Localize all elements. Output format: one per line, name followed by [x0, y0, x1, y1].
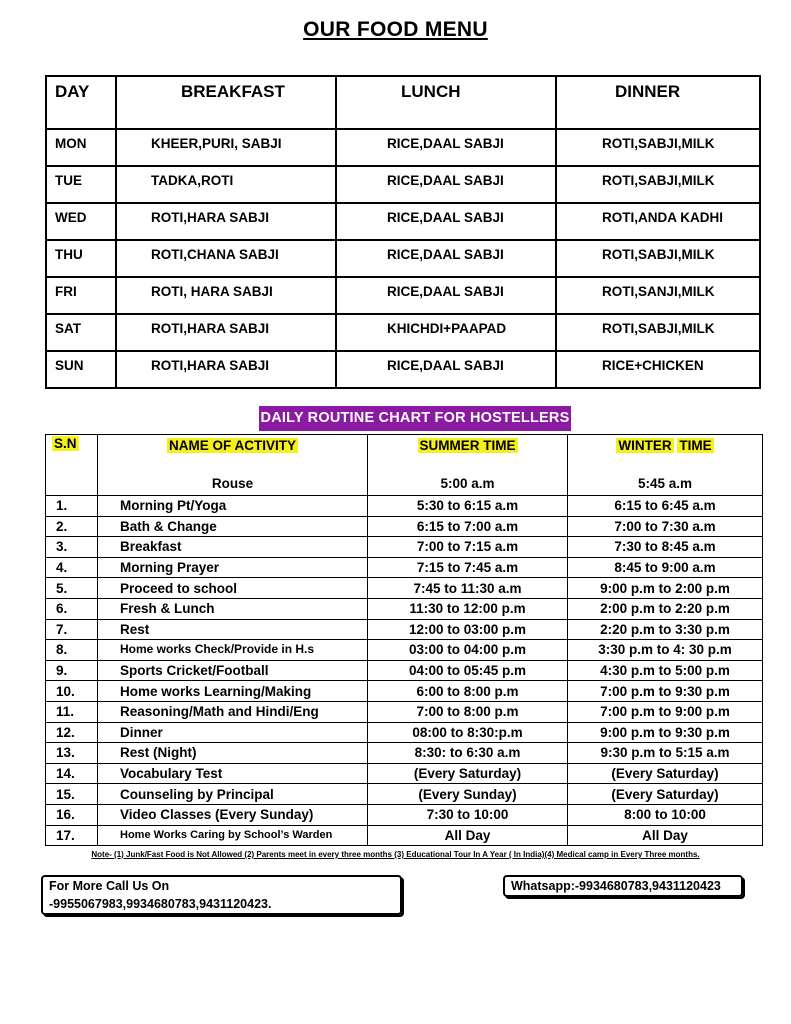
- routine-row: [46, 743, 763, 764]
- menu-breakfast-cell: KHEER,PURI, SABJI: [116, 129, 336, 166]
- routine-activity-cell: Home works Learning/Making: [98, 681, 368, 702]
- routine-summer-cell: 6:00 to 8:00 p.m: [368, 681, 568, 702]
- menu-day-cell: TUE: [46, 166, 116, 203]
- routine-title: DAILY ROUTINE CHART FOR HOSTELLERS: [259, 406, 571, 431]
- rouse-winter: 5:45 a.m: [637, 476, 693, 491]
- routine-sn-cell: 10.: [46, 681, 98, 702]
- routine-row: [46, 804, 763, 825]
- routine-activity-cell: Counseling by Principal: [98, 784, 368, 805]
- menu-header-dinner: DINNER: [556, 76, 760, 129]
- routine-sn-cell: 7.: [46, 619, 98, 640]
- menu-day-cell: WED: [46, 203, 116, 240]
- routine-sn-cell: 4.: [46, 557, 98, 578]
- menu-dinner-cell: ROTI,SABJI,MILK: [556, 314, 760, 351]
- routine-row: [46, 722, 763, 743]
- routine-activity-cell: Fresh & Lunch: [98, 598, 368, 619]
- winter-label-b: TIME: [679, 438, 712, 453]
- routine-activity-cell: Home Works Caring by School’s Warden: [98, 825, 368, 846]
- menu-lunch-cell: RICE,DAAL SABJI: [336, 203, 556, 240]
- menu-row: [46, 129, 760, 166]
- summer-label: SUMMER TIME: [419, 438, 516, 453]
- menu-row: [46, 203, 760, 240]
- routine-sn-cell: 16.: [46, 804, 98, 825]
- routine-summer-cell: 7:00 to 7:15 a.m: [368, 537, 568, 558]
- routine-summer-cell: 5:30 to 6:15 a.m: [368, 496, 568, 517]
- routine-row: [46, 516, 763, 537]
- routine-sn-cell: 14.: [46, 763, 98, 784]
- routine-winter-cell: 8:00 to 10:00: [568, 804, 763, 825]
- routine-summer-cell: 7:45 to 11:30 a.m: [368, 578, 568, 599]
- routine-row: [46, 660, 763, 681]
- routine-winter-cell: 7:00 p.m to 9:00 p.m: [568, 701, 763, 722]
- routine-header-winter: [568, 435, 763, 496]
- menu-day-cell: THU: [46, 240, 116, 277]
- routine-activity-cell: Reasoning/Math and Hindi/Eng: [98, 701, 368, 722]
- routine-summer-cell: 04:00 to 05:45 p.m: [368, 660, 568, 681]
- routine-sn-cell: 2.: [46, 516, 98, 537]
- routine-activity-cell: Bath & Change: [98, 516, 368, 537]
- routine-winter-cell: 9:00 p.m to 2:00 p.m: [568, 578, 763, 599]
- menu-header-day: DAY: [46, 76, 116, 129]
- routine-sn-cell: 5.: [46, 578, 98, 599]
- routine-row: [46, 763, 763, 784]
- routine-winter-cell: 3:30 p.m to 4: 30 p.m: [568, 640, 763, 661]
- winter-label-a: WINTER: [618, 438, 672, 453]
- sn-label: S.N: [54, 436, 77, 451]
- routine-row: [46, 681, 763, 702]
- routine-winter-cell: 7:00 p.m to 9:30 p.m: [568, 681, 763, 702]
- routine-activity-cell: Morning Prayer: [98, 557, 368, 578]
- routine-activity-cell: Vocabulary Test: [98, 763, 368, 784]
- routine-sn-cell: 9.: [46, 660, 98, 681]
- routine-sn-cell: 6.: [46, 598, 98, 619]
- routine-summer-cell: 11:30 to 12:00 p.m: [368, 598, 568, 619]
- menu-header-lunch: LUNCH: [336, 76, 556, 129]
- routine-body: [46, 435, 763, 846]
- routine-activity-cell: Breakfast: [98, 537, 368, 558]
- routine-header-row: [46, 435, 763, 496]
- menu-row: [46, 351, 760, 388]
- routine-summer-cell: 7:30 to 10:00: [368, 804, 568, 825]
- routine-winter-cell: 8:45 to 9:00 a.m: [568, 557, 763, 578]
- menu-row: [46, 166, 760, 203]
- menu-day-cell: SUN: [46, 351, 116, 388]
- menu-row: [46, 240, 760, 277]
- routine-activity-cell: Rest (Night): [98, 743, 368, 764]
- activity-label: NAME OF ACTIVITY: [169, 438, 296, 453]
- routine-winter-cell: 7:00 to 7:30 a.m: [568, 516, 763, 537]
- routine-summer-cell: (Every Saturday): [368, 763, 568, 784]
- routine-activity-cell: Sports Cricket/Football: [98, 660, 368, 681]
- routine-row: [46, 784, 763, 805]
- menu-dinner-cell: ROTI,ANDA KADHI: [556, 203, 760, 240]
- routine-activity-cell: Morning Pt/Yoga: [98, 496, 368, 517]
- routine-winter-cell: 2:00 p.m to 2:20 p.m: [568, 598, 763, 619]
- routine-summer-cell: 03:00 to 04:00 p.m: [368, 640, 568, 661]
- menu-row: [46, 277, 760, 314]
- routine-winter-cell: 9:00 p.m to 9:30 p.m: [568, 722, 763, 743]
- menu-lunch-cell: RICE,DAAL SABJI: [336, 351, 556, 388]
- routine-row: [46, 496, 763, 517]
- menu-dinner-cell: ROTI,SABJI,MILK: [556, 240, 760, 277]
- routine-winter-cell: 4:30 p.m to 5:00 p.m: [568, 660, 763, 681]
- menu-breakfast-cell: ROTI,HARA SABJI: [116, 314, 336, 351]
- routine-winter-cell: (Every Saturday): [568, 784, 763, 805]
- routine-row: [46, 701, 763, 722]
- routine-row: [46, 640, 763, 661]
- menu-dinner-cell: ROTI,SABJI,MILK: [556, 129, 760, 166]
- note-text: Note- (1) Junk/Fast Food is Not Allowed (2) Parents meet in every three months (3) Educational Tour In A Year ( In India)(4) Medical camp in Every Three months.: [91, 850, 700, 859]
- menu-day-cell: FRI: [46, 277, 116, 314]
- food-menu-table: [45, 75, 761, 389]
- routine-row: [46, 557, 763, 578]
- routine-row: [46, 825, 763, 846]
- routine-sn-cell: 15.: [46, 784, 98, 805]
- routine-summer-cell: 08:00 to 8:30:p.m: [368, 722, 568, 743]
- routine-header-summer: [368, 435, 568, 496]
- routine-row: [46, 619, 763, 640]
- rouse-summer: 5:00 a.m: [440, 476, 495, 491]
- routine-row: [46, 598, 763, 619]
- routine-sn-cell: 11.: [46, 701, 98, 722]
- routine-activity-cell: Proceed to school: [98, 578, 368, 599]
- menu-day-cell: SAT: [46, 314, 116, 351]
- routine-sn-cell: 8.: [46, 640, 98, 661]
- routine-sn-cell: 1.: [46, 496, 98, 517]
- menu-lunch-cell: RICE,DAAL SABJI: [336, 277, 556, 314]
- routine-summer-cell: 7:15 to 7:45 a.m: [368, 557, 568, 578]
- routine-winter-cell: All Day: [568, 825, 763, 846]
- menu-row: [46, 314, 760, 351]
- menu-dinner-cell: ROTI,SANJI,MILK: [556, 277, 760, 314]
- routine-table: [45, 434, 763, 846]
- menu-dinner-cell: RICE+CHICKEN: [556, 351, 760, 388]
- menu-lunch-cell: RICE,DAAL SABJI: [336, 240, 556, 277]
- routine-activity-cell: Dinner: [98, 722, 368, 743]
- routine-summer-cell: 7:00 to 8:00 p.m: [368, 701, 568, 722]
- routine-sn-cell: 3.: [46, 537, 98, 558]
- menu-breakfast-cell: ROTI,CHANA SABJI: [116, 240, 336, 277]
- menu-day-cell: MON: [46, 129, 116, 166]
- routine-header-activity: [98, 435, 368, 496]
- whatsapp-contact-box: Whatsapp:-9934680783,9431120423: [503, 875, 743, 897]
- routine-summer-cell: 12:00 to 03:00 p.m: [368, 619, 568, 640]
- routine-summer-cell: (Every Sunday): [368, 784, 568, 805]
- menu-dinner-cell: ROTI,SABJI,MILK: [556, 166, 760, 203]
- rouse-label: Rouse: [211, 476, 254, 491]
- routine-winter-cell: 6:15 to 6:45 a.m: [568, 496, 763, 517]
- menu-breakfast-cell: TADKA,ROTI: [116, 166, 336, 203]
- menu-lunch-cell: KHICHDI+PAAPAD: [336, 314, 556, 351]
- routine-summer-cell: All Day: [368, 825, 568, 846]
- routine-activity-cell: Rest: [98, 619, 368, 640]
- menu-header-breakfast: BREAKFAST: [116, 76, 336, 129]
- routine-sn-cell: 12.: [46, 722, 98, 743]
- routine-sn-cell: 17.: [46, 825, 98, 846]
- menu-lunch-cell: RICE,DAAL SABJI: [336, 129, 556, 166]
- routine-winter-cell: 2:20 p.m to 3:30 p.m: [568, 619, 763, 640]
- routine-sn-cell: 13.: [46, 743, 98, 764]
- call-contact-box: For More Call Us On -9955067983,9934680783,9431120423.: [41, 875, 402, 915]
- routine-winter-cell: 7:30 to 8:45 a.m: [568, 537, 763, 558]
- routine-summer-cell: 8:30: to 6:30 a.m: [368, 743, 568, 764]
- routine-header-sn: [46, 435, 98, 496]
- routine-winter-cell: 9:30 p.m to 5:15 a.m: [568, 743, 763, 764]
- menu-header-row: [46, 76, 760, 129]
- routine-activity-cell: Video Classes (Every Sunday): [98, 804, 368, 825]
- menu-breakfast-cell: ROTI,HARA SABJI: [116, 203, 336, 240]
- routine-activity-cell: Home works Check/Provide in H.s: [98, 640, 368, 661]
- page-title: OUR FOOD MENU: [303, 18, 488, 41]
- menu-lunch-cell: RICE,DAAL SABJI: [336, 166, 556, 203]
- routine-row: [46, 578, 763, 599]
- routine-winter-cell: (Every Saturday): [568, 763, 763, 784]
- routine-row: [46, 537, 763, 558]
- menu-breakfast-cell: ROTI, HARA SABJI: [116, 277, 336, 314]
- menu-body: [46, 129, 760, 388]
- menu-breakfast-cell: ROTI,HARA SABJI: [116, 351, 336, 388]
- routine-summer-cell: 6:15 to 7:00 a.m: [368, 516, 568, 537]
